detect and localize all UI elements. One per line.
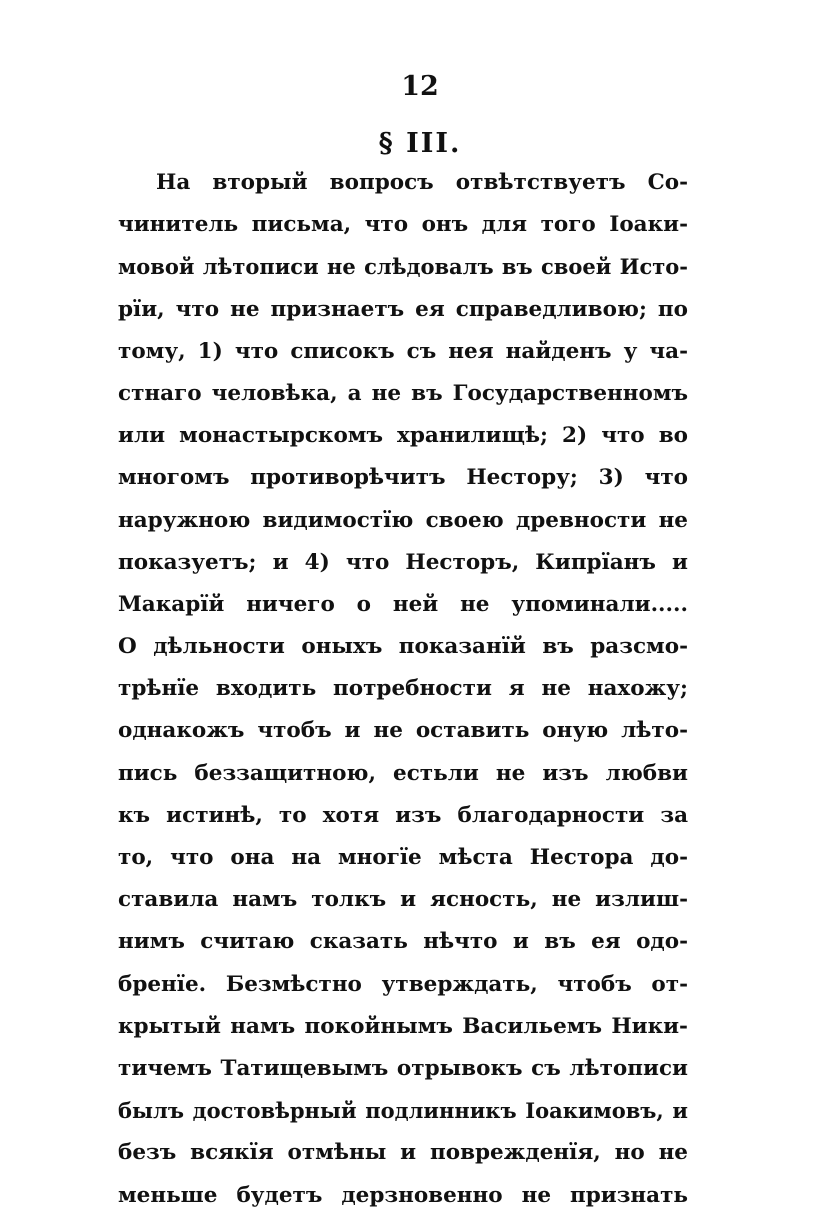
text-line: однакожъ чтобъ и не оставить оную лѣто- bbox=[118, 718, 688, 744]
text-line: показуетъ; и 4) что Несторъ, Кипрїанъ и bbox=[118, 549, 688, 575]
text-line: рїи, что не признаетъ ея справедливою; по bbox=[118, 296, 688, 322]
text-line: меньше будетъ дерзновенно не признать bbox=[118, 1182, 688, 1208]
text-line: былъ достовѣрный подлинникъ Іоакимовъ, и bbox=[118, 1098, 688, 1124]
text-line: стнаго человѣка, а не въ Государственномъ bbox=[118, 380, 688, 406]
text-line: къ истинѣ, то хотя изъ благодарности за bbox=[118, 802, 688, 828]
text-line: мовой лѣтописи не слѣдовалъ въ своей Исто- bbox=[118, 254, 688, 280]
text-line: то, что она на многїе мѣста Нестора до- bbox=[118, 845, 688, 870]
section-heading: § III. bbox=[378, 128, 462, 159]
body-text bbox=[118, 162, 688, 1217]
text-line: крытый намъ покойнымъ Васильемъ Ники- bbox=[118, 1013, 688, 1039]
text-line: О дѣльности оныхъ показанїй въ разсмо- bbox=[118, 634, 688, 660]
text-line: На вторый вопросъ отвѣтствуетъ Со- bbox=[156, 170, 688, 195]
text-line: тичемъ Татищевымъ отрывокъ съ лѣтописи bbox=[118, 1055, 688, 1081]
text-line: наружною видимостїю своею древности не bbox=[118, 507, 688, 533]
text-line: или монастырскомъ хранилищѣ; 2) что во bbox=[118, 423, 688, 449]
text-line: пись беззащитною, естьли не изъ любви bbox=[118, 760, 688, 786]
text-line: чинитель письма, что онъ для того Іоаки- bbox=[118, 212, 688, 238]
text-line: многомъ противорѣчитъ Нестору; 3) что bbox=[118, 465, 688, 491]
text-line: тому, 1) что списокъ съ нея найденъ у ча- bbox=[118, 338, 688, 364]
text-line: ставила намъ толкъ и ясность, не излиш- bbox=[118, 887, 688, 913]
page-number: 12 bbox=[401, 71, 439, 102]
text-line: нимъ считаю сказать нѣчто и въ ея одо- bbox=[118, 929, 688, 955]
text-line: безъ всякїя отмѣны и поврежденїя, но не bbox=[118, 1140, 688, 1166]
text-line: трѣнїе входить потребности я не нахожу; bbox=[118, 676, 688, 702]
text-line: Макарїй ничего о ней не упоминали..... bbox=[118, 591, 688, 617]
text-line: бренїе. Безмѣстно утверждать, чтобъ от- bbox=[118, 971, 688, 997]
